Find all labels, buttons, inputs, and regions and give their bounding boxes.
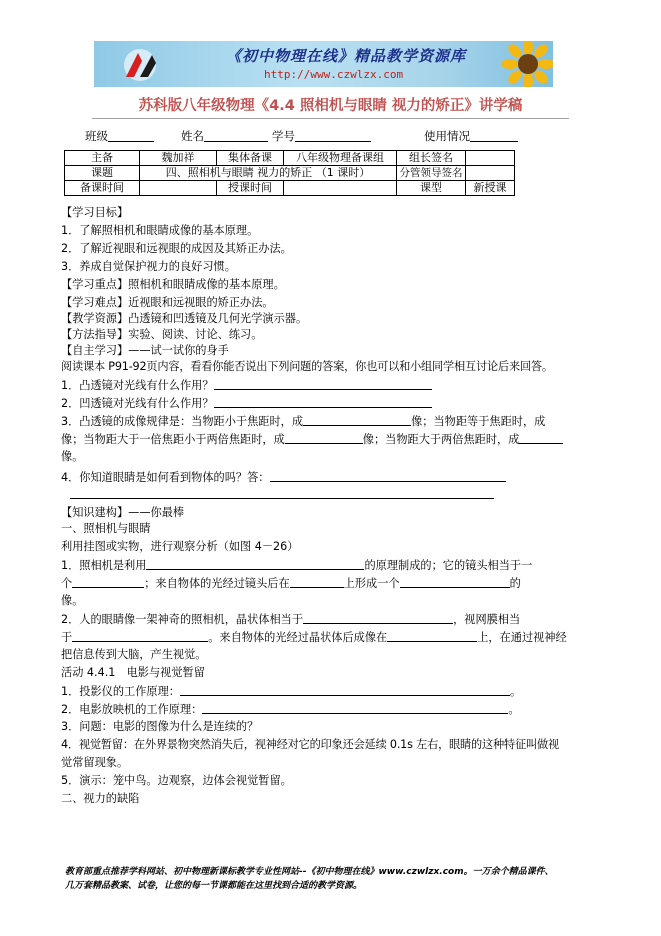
question-3-text: 像；当物距大于两倍焦距时，成 [362, 433, 520, 446]
self-study-heading: 【自主学习】——试一试你的身手 [61, 344, 229, 357]
method-line: 【方法指导】实验、阅读、讨论、练习。 [61, 328, 263, 341]
site-logo-icon [116, 47, 164, 83]
table-cell: 分管领导签名 [397, 166, 466, 181]
class-field [85, 128, 154, 144]
answer-blank[interactable] [400, 576, 510, 588]
reading-instruction: 阅读课本 P91-92页内容，看看你能否说出下列问题的答案，你也可以和小组同学相互讨论后来回答。 [61, 360, 553, 373]
answer-blank[interactable] [285, 432, 363, 444]
question-4-blank[interactable] [270, 470, 506, 482]
persistence-line-cont: 觉常留现象。 [61, 756, 129, 769]
question-4 [61, 470, 506, 485]
table-cell: 主备 [65, 151, 140, 166]
table-cell: 备课时间 [65, 181, 140, 196]
knowledge-heading: 【知识建构】——你最棒 [61, 506, 185, 519]
section-heading: 一、照相机与眼睛 [61, 522, 151, 535]
question-3-end: 像。 [61, 450, 84, 463]
question-1-blank[interactable] [214, 378, 432, 390]
activity-heading: 活动 4.4.1 电影与视觉暂留 [61, 666, 205, 679]
projector-question-text: 1．投影仪的工作原理： [61, 685, 180, 698]
table-cell: 组长签名 [397, 151, 466, 166]
camera-question-text: 的 [509, 577, 521, 590]
student-id-blank[interactable] [295, 129, 371, 142]
key-point-line: 【学习重点】照相机和眼睛成像的基本原理。 [61, 278, 285, 291]
lesson-info-table [64, 150, 515, 196]
question-2-text: 2．凹透镜对光线有什么作用？ [61, 397, 214, 410]
answer-blank[interactable] [72, 576, 144, 588]
film-projector-question [61, 702, 520, 717]
section-heading: 二、视力的缺陷 [61, 792, 140, 805]
footer-line: 教育部重点推荐学科网站、初中物理新课标教学专业性网站--《初中物理在线》www.czwlzx.com。一万余个精品课件、 [65, 867, 554, 877]
demo-line: 5．演示：笼中鸟。边观察，边体会视觉暂留。 [61, 774, 292, 787]
goal-item: 3．养成自觉保护视力的良好习惯。 [61, 260, 236, 273]
difficulty-line: 【学习难点】近视眼和远视眼的矫正办法。 [61, 296, 274, 309]
camera-question-end: 像。 [61, 594, 84, 607]
film-question: 3．问题：电影的图像为什么是连续的？ [61, 720, 259, 733]
question-3-cont [61, 432, 563, 447]
goal-item: 1．了解照相机和眼睛成像的基本原理。 [61, 224, 259, 237]
answer-line[interactable] [70, 498, 494, 499]
name-label: 姓名 [181, 129, 204, 143]
question-1 [61, 378, 432, 393]
question-3-text: 像；当物距大于一倍焦距小于两倍焦距时，成 [61, 433, 285, 446]
table-cell: 新授课 [466, 181, 515, 196]
eye-question-text: 于 [61, 631, 73, 644]
resources-line: 【教学资源】凸透镜和凹透镜及几何光学演示器。 [61, 312, 308, 325]
answer-blank[interactable] [303, 414, 411, 426]
table-cell[interactable] [466, 151, 515, 166]
projector-question-text: 。 [510, 685, 522, 698]
class-label: 班级 [85, 129, 108, 143]
eye-question-text: 2．人的眼睛像一架神奇的照相机，晶状体相当于 [61, 613, 304, 626]
document-title-text: 苏科版八年级物理《4.4 照相机与眼睛 视力的矫正》讲学稿 [138, 98, 523, 114]
table-row [65, 151, 515, 166]
usage-field [424, 128, 518, 144]
class-blank[interactable] [108, 129, 154, 142]
camera-question-text: ；来自物体的光经过镜头后在 [144, 577, 290, 590]
eye-question-text: 上，在通过视神经 [477, 631, 567, 644]
eye-question-text: 。来自物体的光经过晶状体后成像在 [208, 631, 388, 644]
sunflower-icon [498, 41, 553, 87]
footer-line: 几万套精品教案、试卷，让您的每一节课都能在这里找到合适的教学资源。 [65, 881, 363, 891]
eye-question-text: ，视网膜相当 [453, 613, 521, 626]
table-cell: 授课时间 [217, 181, 284, 196]
question-1-text: 1．凸透镜对光线有什么作用？ [61, 379, 214, 392]
eye-question-cont [61, 630, 567, 645]
question-4-text: 4．你知道眼睛是如何看到物体的吗？答： [61, 471, 270, 484]
question-3 [61, 414, 545, 429]
table-row [65, 181, 515, 196]
question-3-text: 3．凸透镜的成像规律是：当物距小于焦距时，成 [61, 415, 304, 428]
banner-url[interactable]: http://www.czwlzx.com [264, 68, 404, 81]
table-cell: 课题 [65, 166, 140, 181]
question-2 [61, 396, 432, 411]
table-cell[interactable] [284, 181, 397, 196]
persistence-line: 4．视觉暂留：在外界景物突然消失后，视神经对它的印象还会延续 0.1s 左右，眼睛的这种特征叫做视 [61, 738, 559, 751]
goal-item: 2．了解近视眼和远视眼的成因及其矫正办法。 [61, 242, 292, 255]
header-banner [94, 41, 553, 87]
name-field [181, 128, 268, 144]
film-projector-question-text: 2．电影放映机的工作原理： [61, 703, 203, 716]
table-cell: 魏加祥 [140, 151, 217, 166]
banner-title: 《初中物理在线》精品教学资源库 [226, 47, 467, 65]
table-cell: 八年级物理备课组 [284, 151, 397, 166]
projector-question [61, 684, 521, 699]
table-cell: 集体备课 [217, 151, 284, 166]
answer-blank[interactable] [202, 702, 508, 714]
camera-question-text: 个 [61, 577, 73, 590]
document-title [0, 94, 661, 115]
name-blank[interactable] [204, 129, 268, 142]
table-cell[interactable] [466, 166, 515, 181]
answer-blank[interactable] [72, 630, 208, 642]
question-2-blank[interactable] [214, 396, 432, 408]
student-id-label: 学号 [272, 129, 295, 143]
eye-question-end: 把信息传到大脑，产生视觉。 [61, 648, 207, 661]
eye-question [61, 612, 520, 627]
answer-blank[interactable] [180, 684, 510, 696]
observation-line: 利用挂图或实物，进行观察分析（如图 4－26） [61, 540, 299, 553]
answer-blank[interactable] [387, 630, 477, 642]
camera-question-text: 1．照相机是利用 [61, 559, 147, 572]
title-divider [92, 118, 569, 119]
question-3-text: 像；当物距等于焦距时，成 [411, 415, 546, 428]
answer-blank[interactable] [146, 558, 364, 570]
table-cell: 课型 [397, 181, 466, 196]
table-row [65, 166, 515, 181]
learning-goals-heading: 【学习目标】 [61, 206, 129, 219]
answer-blank[interactable] [290, 576, 344, 588]
table-cell[interactable] [140, 181, 217, 196]
camera-question-text: 上形成一个 [343, 577, 400, 590]
table-cell: 四、照相机与眼睛 视力的矫正 （1 课时） [140, 166, 397, 181]
answer-blank[interactable] [303, 612, 453, 624]
answer-blank[interactable] [519, 432, 563, 444]
film-projector-question-text: 。 [508, 703, 520, 716]
usage-blank[interactable] [470, 129, 518, 142]
camera-question [61, 558, 532, 573]
camera-question-cont [61, 576, 521, 591]
usage-label: 使用情况 [424, 129, 470, 143]
camera-question-text: 的原理制成的；它的镜头相当于一 [364, 559, 533, 572]
student-id-field [272, 128, 371, 144]
